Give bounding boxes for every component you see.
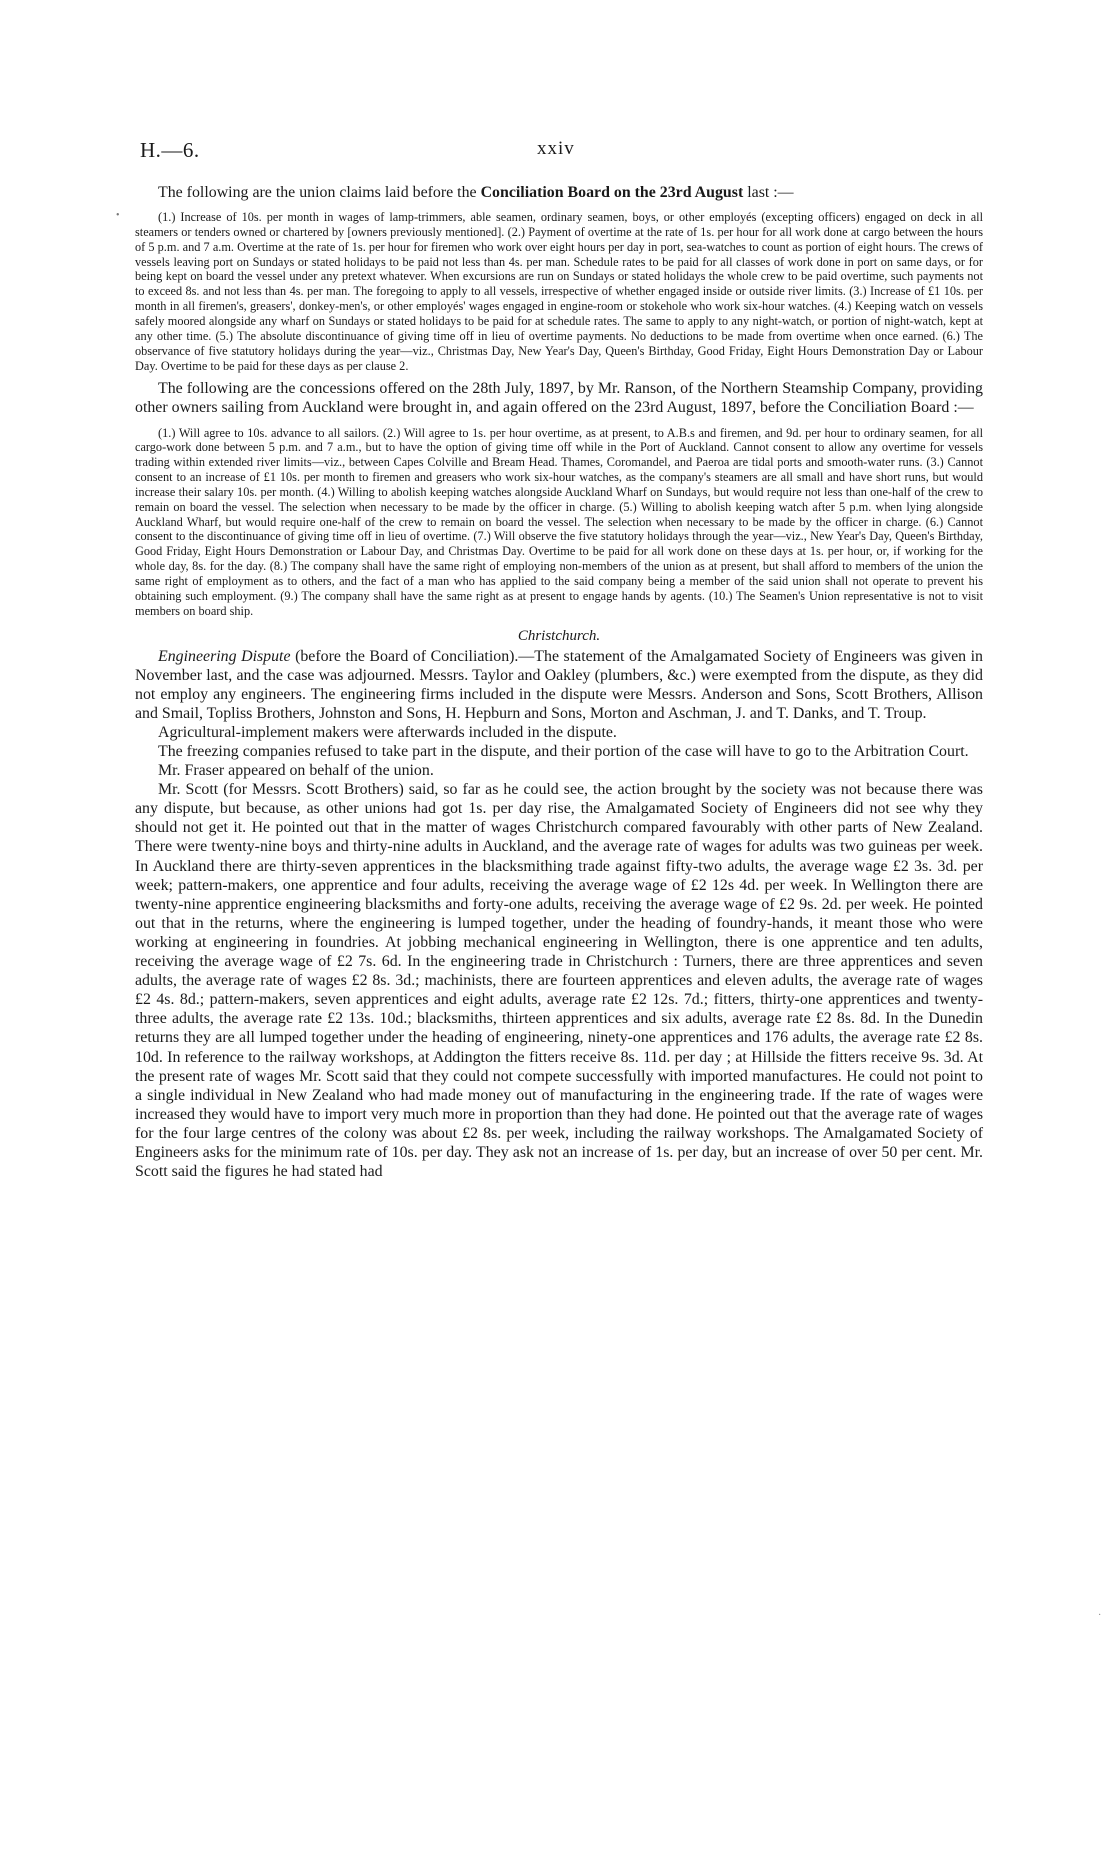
paragraph-fraser: Mr. Fraser appeared on behalf of the union. <box>158 762 434 780</box>
engineering-dispute-title: Engineering Dispute <box>158 647 291 665</box>
union-claims-list: (1.) Increase of 10s. per month in wages of lamp-trimmers, able seamen, ordinary seamen, boys, or other employés (excepting officers) engaged on deck in all steamers or tenders owned or chartered by [owners previously mentioned]. (2.) Payment of overtime at the rate of 1s. per hour for all work done at cargo between the hours of 5 p.m. and 7 a.m. Overtime at the rate of 1s. per hour for firemen who work over eight hours per day in port, sea-watches to count as portion of eight hours. The crews of vessels leaving port on Sundays or stated holidays to be paid not less than 4s. per man. Schedule rates to be paid for all classes of work done in port on same days, or for being kept on board the vessel under any pretext whatever. When excursions are run on Sundays or stated holidays the whole crew to be paid overtime, such payments not to exceed 8s. and not less than 4s. per man. The foregoing to apply to all vessels, irrespective of whether engaged inside or outside river limits. (3.) Increase of £1 10s. per month in all firemen's, greasers', donkey-men's, or other employés' wages engaged in engine-room or stokehole who work six-hour watches. (4.) Keeping watch on vessels safely moored alongside any wharf on Sundays or stated holidays to be paid for at schedule rates. The same to apply to any night-watch, or portion of night-watch, kept at any other time. (5.) The absolute discontinuance of giving time off in lieu of overtime payments. No deductions to be made from overtime when once earned. (6.) The observance of five statutory holidays during the year—viz., Christmas Day, New Year's Day, Queen's Birthday, Good Friday, Eight Hours Demonstration Day or Labour Day. Overtime to be paid for these days as per clause 2. <box>135 210 983 373</box>
document-body <box>135 183 983 1181</box>
engineering-dispute-paragraph <box>135 647 983 723</box>
intro-text-end: last :— <box>743 184 794 201</box>
margin-bullet: • <box>116 210 120 221</box>
paragraph-agricultural: Agricultural-implement makers were afterwards included in the dispute. <box>158 723 617 741</box>
page-number: xxiv <box>537 138 575 159</box>
union-claims-intro <box>135 183 983 202</box>
page-header <box>0 138 1114 168</box>
concessions-list: (1.) Will agree to 10s. advance to all sailors. (2.) Will agree to 1s. per hour overtime, as at present, to A.B.s and firemen, and 9d. per hour to ordinary seamen, for all cargo-work done between 5 p.m. and 7 a.m., but to have the option of giving time off while in the Port of Auckland. Cannot consent to allow any overtime for vessels trading within extended river limits—viz., between Capes Colville and Bream Head. Thames, Coromandel, and Paeroa are tidal ports and smooth-water runs. (3.) Cannot consent to an increase of £1 10s. per month to firemen and greasers who work six-hour watches, as the company's steamers are all small and have short runs, but would increase their salary 10s. per month. (4.) Willing to abolish keeping watches alongside Auckland Wharf on Sundays, but would require not less than one-half of the crew to remain on board the vessel. The selection when necessary to be made by the officer in charge. (5.) Willing to abolish keeping watch after 5 p.m. when lying alongside Auckland Wharf, but would require one-half of the crew to remain on board the vessel. The selection when necessary to be made by the officer in charge. (6.) Cannot consent to the discontinuance of giving time off in lieu of overtime. (7.) Will observe the five statutory holidays through the year—viz., New Year's Day, Queen's Birthday, Good Friday, Eight Hours Demonstration or Labour Day, and Christmas Day. Overtime to be paid for all work done on these days at 1s. per hour, or, if working for the whole day, 8s. for the day. (8.) The company shall have the same right of employing non-members of the union as at present, but shall afford to members of the union the same right of employment as to others, and the fact of a man who has applied to the said company being a member of the said union shall not operate to prevent his obtaining such employment. (9.) The company shall have the same right as at present to engage hands by agents. (10.) The Seamen's Union representative is not to visit members on board ship. <box>135 425 983 618</box>
engineering-dispute-text: (before the Board of Conciliation).—The statement of the Amalgamated Society of Engineers was given in November last, and the case was adjourned. Messrs. Taylor and Oakley (plumbers, &c.) were exempted from the dispute, as they did not employ any engineers. The engineering firms included in the dispute were Messrs. Anderson and Sons, Scott Brothers, Allison and Smail, Topliss Brothers, Johnston and Sons, H. Hepburn and Sons, Morton and Aschman, J. and T. Danks, and T. Troup. <box>135 647 983 722</box>
section-heading-christchurch: Christchurch. <box>517 627 601 644</box>
paragraph-scott-statement: Mr. Scott (for Messrs. Scott Brothers) said, so far as he could see, the action brought by the society was not because there was any dispute, but because, as other unions had got 1s. per day rise, the Amalgamated Society of Engineers did not see why they should not get it. He pointed out that in the matter of wages Christchurch compared favourably with other parts of New Zealand. There were twenty-nine boys and thirty-nine adults in Auckland, and the average rate of wages for adults was two guineas per week. In Auckland there are thirty-seven apprentices in the blacksmithing trade against fifty-two adults, the average wage £2 3s. 3d. per week; pattern-makers, one apprentice and four adults, receiving the average wage of £2 12s 4d. per week. In Wellington there are twenty-nine apprentice engineering blacksmiths and forty-one adults, receiving the average wage of £2 9s. 2d. per week. He pointed out that in the returns, where the engineering is lumped together, under the heading of foundry-hands, it meant those who were working at engineering in foundries. At jobbing mechanical engineering in Wellington, there is one apprentice and ten adults, receiving the average wage of £2 7s. 6d. In the engineering trade in Christchurch : Turners, there are three apprentices and seven adults, the average rate of wages £2 8s. 3d.; machinists, there are fourteen apprentices and eleven adults, the average rate of wages £2 4s. 8d.; pattern-makers, seven apprentices and eight adults, average rate £2 12s. 7d.; fitters, thirty-one apprentices and twenty-three adults, the average rate £2 13s. 10d.; blacksmiths, thirteen apprentices and six adults, average rate £2 8s. 8d. In the Dunedin returns they are all lumped together under the heading of engineering, ninety-one apprentices and 176 adults, the average rate £2 8s. 10d. In reference to the railway workshops, at Addington the fitters receive 8s. 11d. per day ; at Hillside the fitters receive 9s. 3d. At the present rate of wages Mr. Scott said that they could not compete successfully with imported manufactures. He could not point to a single individual in New Zealand who had made money out of manufacturing in the engineering trade. If the rate of wages were increased they would have to import very much more in proportion than they had done. He pointed out that the average rate of wages for the four large centres of the colony was about £2 8s. per week, including the railway workshops. The Amalgamated Society of Engineers asks for the minimum rate of 10s. per day. They ask not an increase of 1s. per day, but an increase of over 50 per cent. Mr. Scott said the figures he had stated had <box>135 781 983 1181</box>
paragraph-freezing-companies: The freezing companies refused to take part in the dispute, and their portion of the case will have to go to the Arbitration Court. <box>158 743 969 760</box>
edge-mark: · <box>1098 1610 1102 1621</box>
document-reference: H.—6. <box>140 138 200 162</box>
intro-bold-text: Conciliation Board on the 23rd August <box>480 184 744 201</box>
concessions-intro: The following are the concessions offered on the 28th July, 1897, by Mr. Ranson, of the Northern Steamship Company, providing other owners sailing from Auckland were brought in, and again offered on the 23rd August, 1897, before the Conciliation Board :— <box>135 380 983 417</box>
intro-text: The following are the union claims laid before the <box>158 184 481 201</box>
